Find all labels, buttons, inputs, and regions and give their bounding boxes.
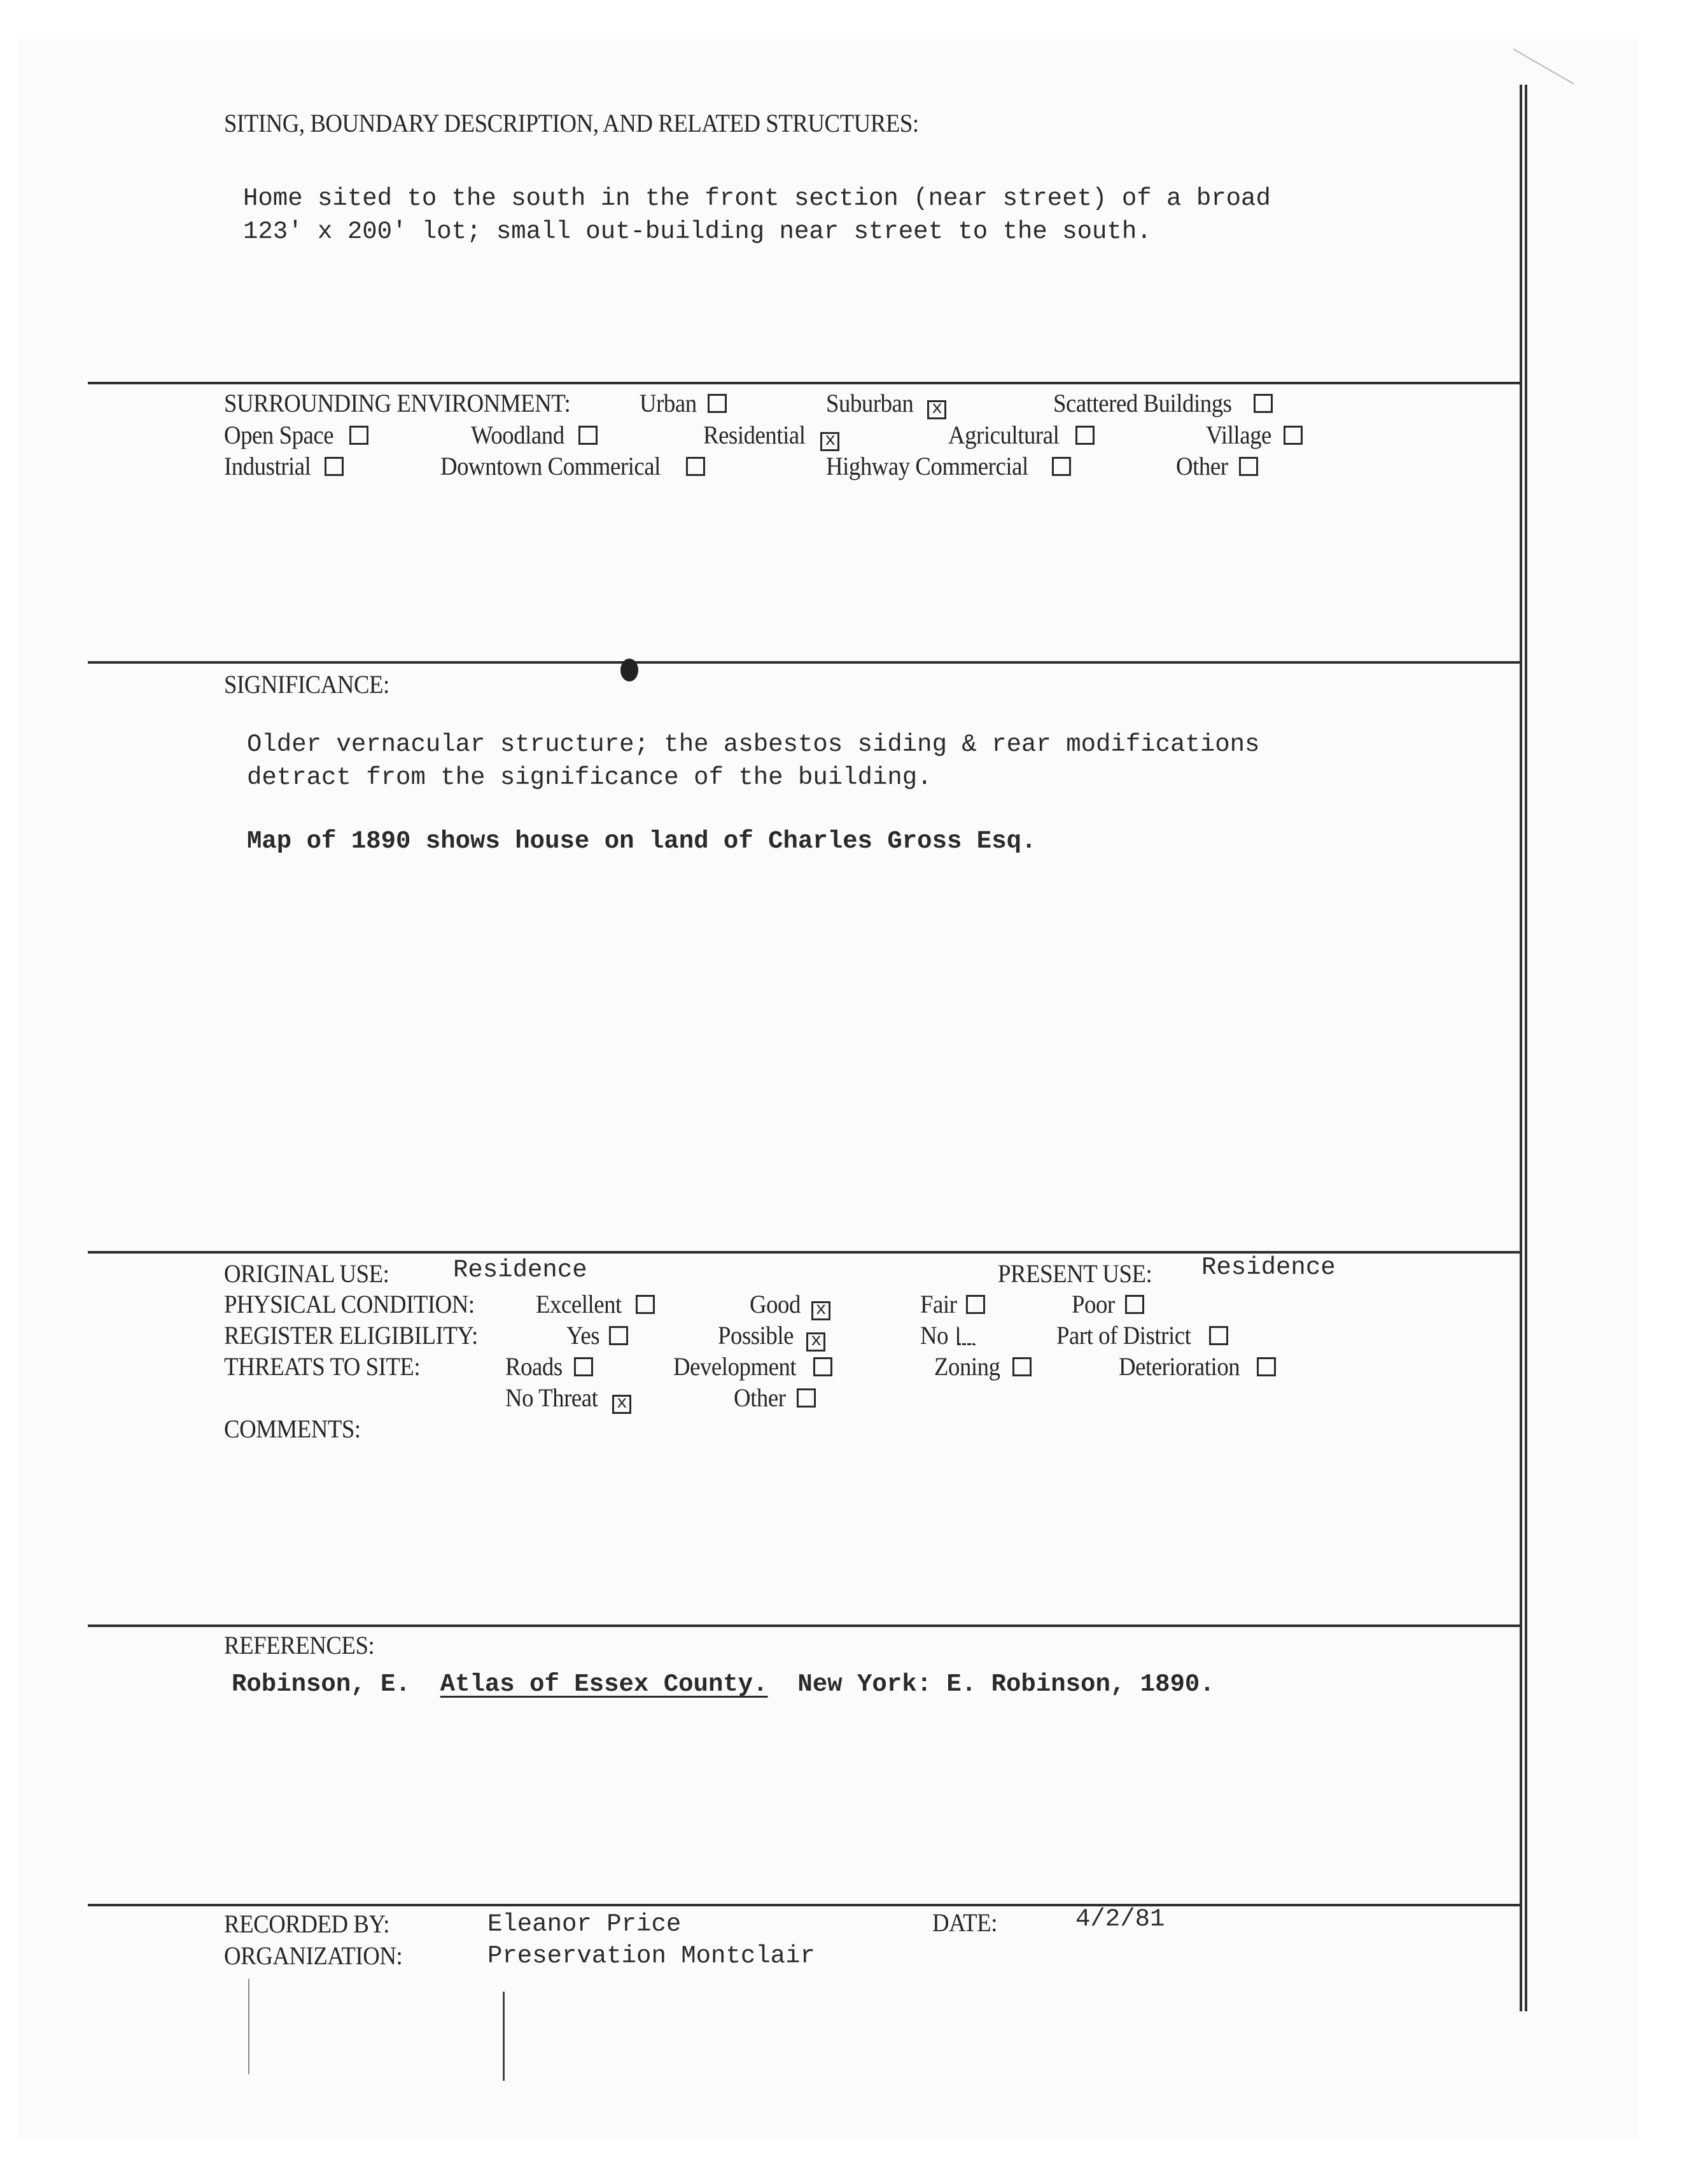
scanned-page xyxy=(18,39,1638,2139)
eligibility-checkbox[interactable] xyxy=(957,1326,976,1345)
environment-checkbox[interactable] xyxy=(1075,426,1095,445)
reference-entry xyxy=(232,1670,1215,1698)
threat-option-label: Roads xyxy=(505,1352,563,1381)
threat-option-label: Other xyxy=(734,1383,786,1412)
eligibility-checkbox[interactable]: x xyxy=(806,1332,825,1352)
environment-checkbox[interactable] xyxy=(1052,457,1071,476)
organization-label: ORGANIZATION: xyxy=(224,1941,403,1970)
eligibility-option-label: Possible xyxy=(718,1321,794,1350)
siting-line-1: Home sited to the south in the front section (near street) of a broad xyxy=(243,185,1271,213)
environment-checkbox[interactable] xyxy=(708,394,727,413)
eligibility-option xyxy=(566,1320,628,1350)
environment-option-label: Residential xyxy=(703,421,806,449)
surrounding-environment-heading: SURROUNDING ENVIRONMENT: xyxy=(224,389,571,417)
condition-option xyxy=(1072,1289,1144,1319)
present-use-value: Residence xyxy=(1201,1254,1336,1282)
environment-option-label: Industrial xyxy=(224,452,311,480)
reference-title: Atlas of Essex County. xyxy=(440,1670,768,1698)
threats-to-site-label: THREATS TO SITE: xyxy=(224,1352,421,1381)
environment-checkbox[interactable] xyxy=(349,426,368,445)
date-label: DATE: xyxy=(932,1908,997,1937)
environment-option-label: Urban xyxy=(640,389,697,417)
eligibility-checkbox[interactable] xyxy=(1209,1326,1228,1345)
recorded-by-label: RECORDED BY: xyxy=(224,1910,389,1938)
threat-option-label: Deterioration xyxy=(1119,1352,1240,1381)
threat-option xyxy=(505,1383,631,1414)
environment-checkbox[interactable] xyxy=(1254,394,1273,413)
condition-option-label: Poor xyxy=(1072,1290,1115,1318)
condition-checkbox[interactable] xyxy=(636,1295,655,1314)
significance-line-2: detract from the significance of the building. xyxy=(247,764,932,792)
significance-heading: SIGNIFICANCE: xyxy=(224,670,389,699)
environment-option xyxy=(826,388,946,419)
eligibility-checkbox[interactable] xyxy=(609,1326,628,1345)
condition-option-label: Good xyxy=(750,1290,801,1318)
threat-checkbox[interactable] xyxy=(1012,1357,1032,1376)
threat-checkbox[interactable]: x xyxy=(612,1395,631,1414)
environment-option xyxy=(224,451,344,481)
condition-checkbox[interactable]: x xyxy=(811,1301,830,1320)
environment-checkbox[interactable] xyxy=(578,426,598,445)
threat-checkbox[interactable] xyxy=(574,1357,593,1376)
section-divider xyxy=(88,382,1521,384)
threat-checkbox[interactable] xyxy=(813,1357,832,1376)
environment-option xyxy=(1053,388,1273,418)
condition-option-label: Fair xyxy=(920,1290,957,1318)
margin-pen-mark xyxy=(248,1979,249,2074)
environment-option xyxy=(471,420,598,450)
original-use-value: Residence xyxy=(453,1256,587,1284)
environment-checkbox[interactable] xyxy=(686,457,705,476)
eligibility-option xyxy=(1056,1320,1228,1350)
environment-option-label: Open Space xyxy=(224,421,334,449)
environment-option-label: Highway Commercial xyxy=(826,452,1028,480)
environment-option-label: Agricultural xyxy=(948,421,1060,449)
reference-author: Robinson, E. xyxy=(232,1670,410,1698)
significance-line-1: Older vernacular structure; the asbestos siding & rear modifications xyxy=(247,730,1260,758)
threat-option xyxy=(1119,1352,1276,1381)
siting-line-2: 123' x 200' lot; small out-building near street to the south. xyxy=(243,218,1152,246)
eligibility-option-label: Yes xyxy=(566,1321,600,1350)
eligibility-option xyxy=(920,1320,976,1350)
environment-option-label: Woodland xyxy=(471,421,564,449)
threat-option xyxy=(673,1352,832,1381)
environment-option xyxy=(948,420,1095,450)
reference-publisher: New York: E. Robinson, 1890. xyxy=(797,1670,1215,1698)
condition-option xyxy=(536,1289,655,1319)
environment-option xyxy=(1176,451,1258,481)
siting-heading: SITING, BOUNDARY DESCRIPTION, AND RELATED STRUCTURES: xyxy=(224,109,919,137)
page-border-right-inner xyxy=(1520,85,1522,2011)
threat-checkbox[interactable] xyxy=(797,1388,816,1408)
register-eligibility-label: REGISTER ELIGIBILITY: xyxy=(224,1321,478,1350)
threat-option-label: No Threat xyxy=(505,1383,598,1412)
environment-checkbox[interactable]: x xyxy=(927,400,946,419)
condition-option xyxy=(920,1289,985,1319)
environment-option-label: Village xyxy=(1206,421,1271,449)
section-divider xyxy=(88,661,1521,664)
environment-option xyxy=(224,420,368,450)
hole-punch-mark xyxy=(620,659,638,681)
condition-option xyxy=(750,1289,830,1320)
condition-checkbox[interactable] xyxy=(966,1295,985,1314)
threat-option-label: Development xyxy=(673,1352,797,1381)
section-divider xyxy=(88,1624,1521,1627)
present-use-label: PRESENT USE: xyxy=(998,1259,1152,1288)
environment-option-label: Downtown Commerical xyxy=(440,452,661,480)
original-use-label: ORIGINAL USE: xyxy=(224,1259,389,1288)
condition-option-label: Excellent xyxy=(536,1290,622,1318)
eligibility-option-label: Part of District xyxy=(1056,1321,1191,1350)
threat-checkbox[interactable] xyxy=(1257,1357,1276,1376)
significance-map-note: Map of 1890 shows house on land of Charles Gross Esq. xyxy=(247,827,1037,855)
eligibility-option-label: No xyxy=(920,1321,949,1350)
environment-option-label: Scattered Buildings xyxy=(1053,389,1232,417)
references-heading: REFERENCES: xyxy=(224,1631,375,1659)
threat-option xyxy=(934,1352,1032,1381)
environment-checkbox[interactable] xyxy=(1239,457,1258,476)
environment-checkbox[interactable]: x xyxy=(820,432,839,451)
date-value: 4/2/81 xyxy=(1075,1905,1165,1933)
organization-value: Preservation Montclair xyxy=(487,1942,815,1970)
margin-pen-mark xyxy=(503,1992,505,2081)
eligibility-option xyxy=(718,1320,825,1352)
environment-option xyxy=(826,451,1071,481)
threat-option xyxy=(505,1352,593,1381)
physical-condition-label: PHYSICAL CONDITION: xyxy=(224,1290,475,1318)
environment-option xyxy=(440,451,705,481)
recorded-by-value: Eleanor Price xyxy=(487,1910,682,1938)
environment-option xyxy=(640,388,727,418)
environment-option xyxy=(1206,420,1303,450)
environment-checkbox[interactable] xyxy=(325,457,344,476)
environment-option-label: Other xyxy=(1176,452,1228,480)
environment-option xyxy=(703,420,839,451)
threat-option-label: Zoning xyxy=(934,1352,1000,1381)
page-border-right-outer xyxy=(1525,85,1527,2011)
environment-option-label: Suburban xyxy=(826,389,914,417)
condition-checkbox[interactable] xyxy=(1125,1295,1144,1314)
comments-label: COMMENTS: xyxy=(224,1415,361,1443)
environment-checkbox[interactable] xyxy=(1284,426,1303,445)
section-divider xyxy=(88,1904,1521,1906)
threat-option xyxy=(734,1383,816,1413)
